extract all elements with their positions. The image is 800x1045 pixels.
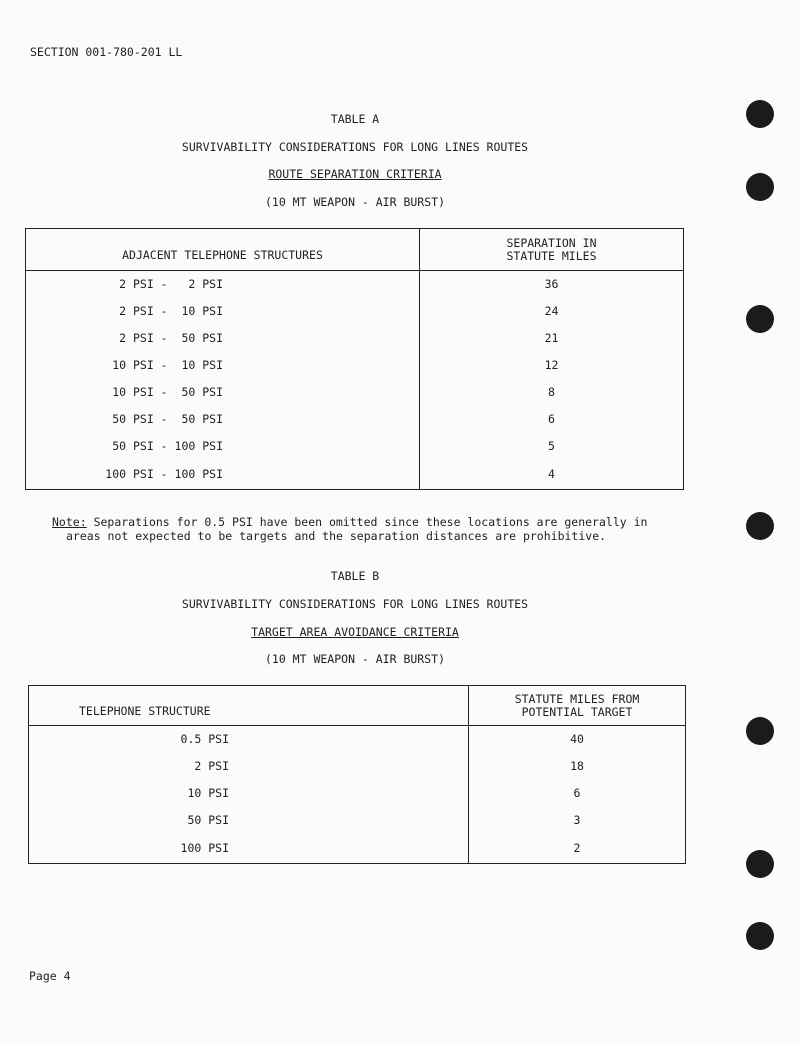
col-header-structures: ADJACENT TELEPHONE STRUCTURES [26, 229, 420, 271]
miles-cell: 21 [544, 331, 559, 345]
section-header: SECTION 001-780-201 LL [30, 45, 183, 59]
structure-cell: 2 PSI [29, 753, 469, 780]
structure-cell: 100 PSI [29, 834, 469, 864]
table-a-subtitle: ROUTE SEPARATION CRITERIA [268, 167, 442, 181]
miles-cell: 6 [573, 786, 581, 800]
note-line-2: areas not expected to be targets and the separation distances are prohibitive. [66, 529, 607, 543]
punch-hole [746, 850, 774, 878]
structures-cell: 50 PSI - 100 PSI [26, 433, 420, 460]
structures-cell: 2 PSI - 2 PSI [26, 271, 420, 298]
table-row [26, 406, 684, 433]
punch-hole [746, 100, 774, 128]
table-row [29, 753, 686, 780]
miles-cell: 8 [548, 385, 555, 399]
structures-cell: 2 PSI - 50 PSI [26, 325, 420, 352]
structure-cell: 50 PSI [29, 807, 469, 834]
table-row [26, 271, 684, 298]
miles-cell: 5 [548, 439, 555, 453]
punch-hole [746, 717, 774, 745]
table-row [29, 807, 686, 834]
table-row [26, 379, 684, 406]
table-b-title: SURVIVABILITY CONSIDERATIONS FOR LONG LINES ROUTES [181, 597, 529, 611]
miles-cell: 2 [573, 841, 581, 856]
col-header-structure: TELEPHONE STRUCTURE [29, 686, 469, 726]
structures-cell: 2 PSI - 10 PSI [26, 298, 420, 325]
table-row [26, 298, 684, 325]
page-number: Page 4 [29, 969, 71, 983]
target-avoidance-table [28, 685, 686, 864]
table-row [26, 352, 684, 379]
table-a-title: SURVIVABILITY CONSIDERATIONS FOR LONG LINES ROUTES [181, 140, 529, 154]
structures-cell: 10 PSI - 50 PSI [26, 379, 420, 406]
structure-cell: 10 PSI [29, 780, 469, 807]
table-row [26, 433, 684, 460]
miles-cell: 6 [548, 412, 555, 426]
table-a-condition: (10 MT WEAPON - AIR BURST) [264, 195, 445, 209]
punch-hole [746, 305, 774, 333]
punch-hole [746, 173, 774, 201]
punch-hole [746, 512, 774, 540]
col-header-separation: SEPARATION IN STATUTE MILES [420, 229, 684, 271]
structures-cell: 100 PSI - 100 PSI [26, 460, 420, 490]
col-header-miles: STATUTE MILES FROM POTENTIAL TARGET [469, 686, 686, 726]
miles-cell: 3 [573, 813, 581, 827]
table-row [26, 460, 684, 490]
table-b-condition: (10 MT WEAPON - AIR BURST) [264, 652, 445, 666]
structures-cell: 10 PSI - 10 PSI [26, 352, 420, 379]
structure-cell: 0.5 PSI [29, 726, 469, 753]
note [52, 515, 647, 529]
table-a-label: TABLE A [330, 112, 380, 126]
miles-cell: 12 [544, 358, 559, 372]
table-b-label: TABLE B [330, 569, 380, 583]
table-row [26, 325, 684, 352]
miles-cell: 18 [570, 759, 584, 773]
miles-cell: 40 [570, 732, 584, 747]
structures-cell: 50 PSI - 50 PSI [26, 406, 420, 433]
miles-cell: 4 [548, 467, 555, 482]
note-label: Note: [52, 515, 87, 529]
note-line-1: Separations for 0.5 PSI have been omitted since these locations are generally in [93, 515, 648, 529]
table-row [29, 780, 686, 807]
table-row [29, 834, 686, 864]
miles-cell: 36 [544, 277, 559, 292]
table-row [29, 726, 686, 753]
miles-cell: 24 [544, 304, 559, 318]
table-b-subtitle: TARGET AREA AVOIDANCE CRITERIA [251, 625, 459, 639]
punch-hole [746, 922, 774, 950]
route-separation-table [25, 228, 684, 490]
